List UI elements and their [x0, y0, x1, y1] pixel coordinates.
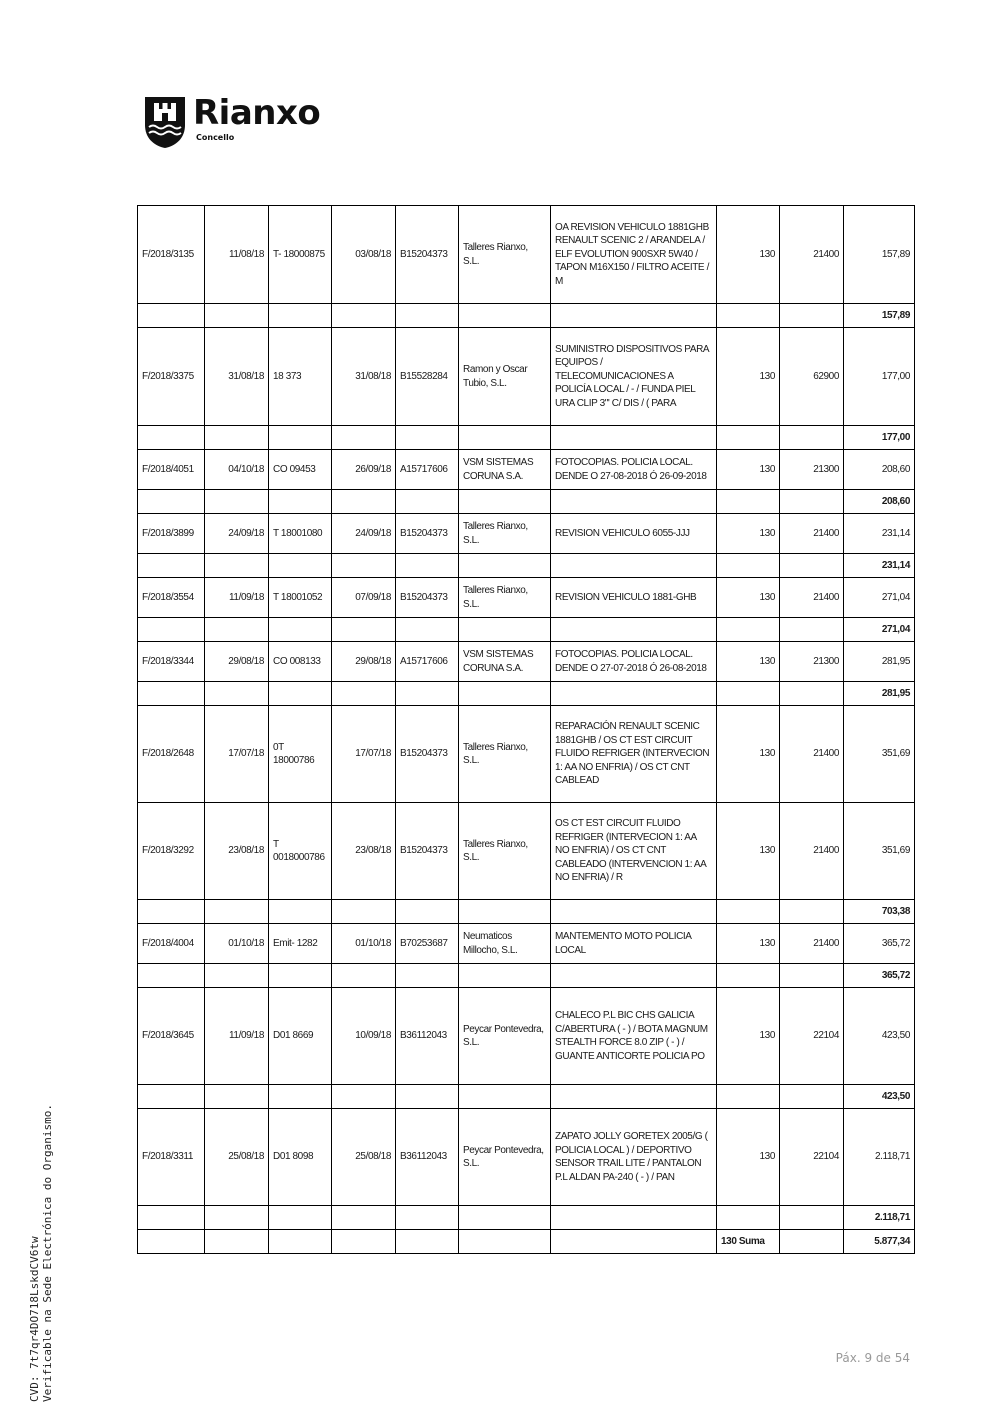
cell-fecha2: 24/09/18 [332, 514, 396, 554]
empty-cell [551, 682, 717, 706]
cell-importe: 423,50 [844, 988, 915, 1085]
empty-cell [551, 304, 717, 328]
subtotal-amount: 208,60 [844, 490, 915, 514]
empty-cell [205, 554, 269, 578]
empty-cell [780, 426, 844, 450]
empty-cell [459, 1230, 551, 1254]
verification-code: CVD: 7t7qr4DO718LskdCV6tw [28, 1236, 41, 1402]
cell-concepto: FOTOCOPIAS. POLICIA LOCAL. DENDE O 27-07-2018 Ó 26-08-2018 [551, 642, 717, 682]
cell-eco: 21300 [780, 642, 844, 682]
subtotal-amount: 2.118,71 [844, 1206, 915, 1230]
subtotal-row [138, 1206, 915, 1230]
cell-fecha: 25/08/18 [205, 1109, 269, 1206]
empty-cell [269, 618, 332, 642]
empty-cell [138, 554, 205, 578]
cell-concepto: REVISION VEHICULO 1881-GHB [551, 578, 717, 618]
cell-org: 130 [717, 206, 780, 304]
cell-fecha2: 31/08/18 [332, 328, 396, 426]
empty-cell [459, 304, 551, 328]
logo-subtitle: Concello [196, 133, 235, 142]
empty-cell [551, 554, 717, 578]
subtotal-row [138, 304, 915, 328]
empty-cell [780, 490, 844, 514]
cell-nif: B15204373 [396, 206, 459, 304]
empty-cell [396, 964, 459, 988]
cell-importe: 231,14 [844, 514, 915, 554]
cell-fecha2: 10/09/18 [332, 988, 396, 1085]
cell-proveedor: Ramon y Oscar Tubio, S.L. [459, 328, 551, 426]
empty-cell [780, 1206, 844, 1230]
total-row [138, 1230, 915, 1254]
cell-eco: 62900 [780, 328, 844, 426]
cell-importe: 208,60 [844, 450, 915, 490]
cell-num: T 18001080 [269, 514, 332, 554]
cell-num: CO 09453 [269, 450, 332, 490]
table-row [138, 803, 915, 900]
cell-eco: 21400 [780, 578, 844, 618]
cell-fecha: 11/09/18 [205, 988, 269, 1085]
cell-eco: 22104 [780, 1109, 844, 1206]
empty-cell [138, 900, 205, 924]
cell-fecha: 31/08/18 [205, 328, 269, 426]
empty-cell [269, 554, 332, 578]
subtotal-amount: 365,72 [844, 964, 915, 988]
empty-cell [551, 900, 717, 924]
empty-cell [332, 618, 396, 642]
cell-proveedor: VSM SISTEMAS CORUNA S.A. [459, 642, 551, 682]
cell-eco: 21400 [780, 514, 844, 554]
cell-num: Emit- 1282 [269, 924, 332, 964]
cell-proveedor: Peycar Pontevedra, S.L. [459, 1109, 551, 1206]
cell-factura: F/2018/3344 [138, 642, 205, 682]
subtotal-row [138, 964, 915, 988]
cell-importe: 271,04 [844, 578, 915, 618]
empty-cell [205, 964, 269, 988]
cell-nif: B15204373 [396, 578, 459, 618]
empty-cell [780, 304, 844, 328]
total-amount: 5.877,34 [844, 1230, 915, 1254]
table-row [138, 450, 915, 490]
empty-cell [551, 1230, 717, 1254]
empty-cell [459, 618, 551, 642]
subtotal-amount: 157,89 [844, 304, 915, 328]
cell-concepto: OA REVISION VEHICULO 1881GHB RENAULT SCENIC 2 / ARANDELA / ELF EVOLUTION 900SXR 5W40 / TAPON M16X150 / FILTRO ACEITE / M [551, 206, 717, 304]
empty-cell [138, 964, 205, 988]
cell-org: 130 [717, 450, 780, 490]
verification-text [28, 1104, 54, 1402]
empty-cell [459, 682, 551, 706]
cell-eco: 21400 [780, 706, 844, 803]
cell-org: 130 [717, 988, 780, 1085]
empty-cell [717, 964, 780, 988]
cell-fecha: 17/07/18 [205, 706, 269, 803]
empty-cell [269, 682, 332, 706]
cell-org: 130 [717, 514, 780, 554]
cell-num: T- 18000875 [269, 206, 332, 304]
empty-cell [459, 1206, 551, 1230]
empty-cell [717, 618, 780, 642]
empty-cell [138, 1085, 205, 1109]
subtotal-row [138, 1085, 915, 1109]
cell-factura: F/2018/3311 [138, 1109, 205, 1206]
cell-eco: 22104 [780, 988, 844, 1085]
empty-cell [717, 304, 780, 328]
empty-cell [332, 554, 396, 578]
empty-cell [269, 426, 332, 450]
cell-fecha2: 23/08/18 [332, 803, 396, 900]
cell-fecha2: 01/10/18 [332, 924, 396, 964]
cell-importe: 281,95 [844, 642, 915, 682]
cell-num: T 18001052 [269, 578, 332, 618]
empty-cell [269, 1230, 332, 1254]
cell-fecha: 23/08/18 [205, 803, 269, 900]
empty-cell [332, 304, 396, 328]
table-row [138, 988, 915, 1085]
empty-cell [396, 1085, 459, 1109]
empty-cell [205, 1085, 269, 1109]
empty-cell [459, 554, 551, 578]
page-number: Páx. 9 de 54 [835, 1351, 910, 1365]
empty-cell [332, 682, 396, 706]
rianxo-logo [143, 95, 343, 151]
cell-factura: F/2018/3375 [138, 328, 205, 426]
cell-org: 130 [717, 803, 780, 900]
empty-cell [138, 682, 205, 706]
cell-org: 130 [717, 642, 780, 682]
cell-fecha2: 07/09/18 [332, 578, 396, 618]
empty-cell [780, 682, 844, 706]
cell-concepto: MANTEMENTO MOTO POLICIA LOCAL [551, 924, 717, 964]
cell-factura: F/2018/3645 [138, 988, 205, 1085]
cell-fecha2: 26/09/18 [332, 450, 396, 490]
empty-cell [332, 1085, 396, 1109]
empty-cell [269, 304, 332, 328]
empty-cell [780, 554, 844, 578]
cell-nif: B70253687 [396, 924, 459, 964]
cell-num: D01 8098 [269, 1109, 332, 1206]
empty-cell [269, 964, 332, 988]
cell-factura: F/2018/2648 [138, 706, 205, 803]
cell-nif: B15204373 [396, 706, 459, 803]
cell-concepto: CHALECO P.L BIC CHS GALICIA C/ABERTURA ( - ) / BOTA MAGNUM STEALTH FORCE 8.0 ZIP ( - ) / GUANTE ANTICORTE POLICIA PO [551, 988, 717, 1085]
empty-cell [332, 1206, 396, 1230]
subtotal-amount: 177,00 [844, 426, 915, 450]
subtotal-row [138, 554, 915, 578]
cell-fecha: 01/10/18 [205, 924, 269, 964]
empty-cell [332, 426, 396, 450]
cell-proveedor: Talleres Rianxo, S.L. [459, 803, 551, 900]
cell-num: D01 8669 [269, 988, 332, 1085]
table-row [138, 578, 915, 618]
empty-cell [205, 1206, 269, 1230]
cell-concepto: SUMINISTRO DISPOSITIVOS PARA EQUIPOS / TELECOMUNICACIONES A POLICÍA LOCAL / - / FUNDA PIEL URA CLIP 3"' C/ DIS / ( PARA [551, 328, 717, 426]
cell-importe: 351,69 [844, 803, 915, 900]
empty-cell [396, 682, 459, 706]
cell-factura: F/2018/3292 [138, 803, 205, 900]
cell-importe: 351,69 [844, 706, 915, 803]
cell-factura: F/2018/3135 [138, 206, 205, 304]
empty-cell [780, 964, 844, 988]
empty-cell [396, 900, 459, 924]
cell-importe: 157,89 [844, 206, 915, 304]
empty-cell [717, 426, 780, 450]
cell-eco: 21400 [780, 206, 844, 304]
invoice-table [137, 205, 915, 1254]
empty-cell [269, 1085, 332, 1109]
cell-eco: 21400 [780, 803, 844, 900]
empty-cell [780, 1085, 844, 1109]
subtotal-amount: 281,95 [844, 682, 915, 706]
empty-cell [269, 1206, 332, 1230]
empty-cell [459, 964, 551, 988]
empty-cell [717, 1085, 780, 1109]
empty-cell [205, 1230, 269, 1254]
empty-cell [459, 426, 551, 450]
cell-importe: 177,00 [844, 328, 915, 426]
cell-fecha: 24/09/18 [205, 514, 269, 554]
empty-cell [459, 900, 551, 924]
subtotal-row [138, 900, 915, 924]
cell-org: 130 [717, 706, 780, 803]
cell-concepto: OS CT EST CIRCUIT FLUIDO REFRIGER (INTERVECION 1: AA NO ENFRIA) / OS CT CNT CABLEADO (INTERVENCION 1: AA NO ENFRIA) / R [551, 803, 717, 900]
cell-concepto: REVISION VEHICULO 6055-JJJ [551, 514, 717, 554]
cell-fecha: 11/08/18 [205, 206, 269, 304]
empty-cell [717, 554, 780, 578]
empty-cell [269, 900, 332, 924]
table-row [138, 706, 915, 803]
cell-eco: 21400 [780, 924, 844, 964]
empty-cell [780, 618, 844, 642]
empty-cell [551, 964, 717, 988]
table-row [138, 514, 915, 554]
cell-num: 18 373 [269, 328, 332, 426]
empty-cell [138, 304, 205, 328]
cell-nif: A15717606 [396, 450, 459, 490]
cell-nif: B15204373 [396, 514, 459, 554]
empty-cell [138, 426, 205, 450]
empty-cell [332, 964, 396, 988]
empty-cell [205, 426, 269, 450]
empty-cell [332, 900, 396, 924]
cell-nif: A15717606 [396, 642, 459, 682]
empty-cell [205, 682, 269, 706]
cell-proveedor: Talleres Rianxo, S.L. [459, 514, 551, 554]
empty-cell [396, 1230, 459, 1254]
cell-fecha2: 03/08/18 [332, 206, 396, 304]
subtotal-row [138, 426, 915, 450]
table-row [138, 1109, 915, 1206]
table-row [138, 206, 915, 304]
cell-fecha2: 29/08/18 [332, 642, 396, 682]
cell-proveedor: Neumaticos Millocho, S.L. [459, 924, 551, 964]
cell-fecha: 04/10/18 [205, 450, 269, 490]
subtotal-row [138, 682, 915, 706]
cell-nif: B15204373 [396, 803, 459, 900]
empty-cell [717, 682, 780, 706]
cell-fecha: 11/09/18 [205, 578, 269, 618]
cell-nif: B15528284 [396, 328, 459, 426]
cell-importe: 365,72 [844, 924, 915, 964]
empty-cell [459, 1085, 551, 1109]
empty-cell [551, 490, 717, 514]
empty-cell [396, 304, 459, 328]
table-row [138, 924, 915, 964]
logo-name: Rianxo [193, 93, 321, 133]
empty-cell [396, 1206, 459, 1230]
cell-org: 130 [717, 328, 780, 426]
empty-cell [717, 490, 780, 514]
empty-cell [205, 900, 269, 924]
empty-cell [551, 426, 717, 450]
cell-nif: B36112043 [396, 1109, 459, 1206]
cell-factura: F/2018/3899 [138, 514, 205, 554]
cell-proveedor: Talleres Rianxo, S.L. [459, 578, 551, 618]
empty-cell [205, 618, 269, 642]
cell-fecha: 29/08/18 [205, 642, 269, 682]
empty-cell [780, 1230, 844, 1254]
cell-factura: F/2018/4004 [138, 924, 205, 964]
cell-org: 130 [717, 578, 780, 618]
empty-cell [138, 1206, 205, 1230]
empty-cell [138, 490, 205, 514]
subtotal-amount: 231,14 [844, 554, 915, 578]
cell-concepto: REPARACIÓN RENAULT SCENIC 1881GHB / OS CT EST CIRCUIT FLUIDO REFRIGER (INTERVECION 1: AA NO ENFRIA) / OS CT CNT CABLEAD [551, 706, 717, 803]
subtotal-amount: 271,04 [844, 618, 915, 642]
cell-num: T 0018000786 [269, 803, 332, 900]
castle-shield-icon [143, 95, 187, 149]
cell-num: CO 008133 [269, 642, 332, 682]
empty-cell [332, 490, 396, 514]
cell-concepto: FOTOCOPIAS. POLICIA LOCAL. DENDE O 27-08-2018 Ó 26-09-2018 [551, 450, 717, 490]
verification-note: Verificable na Sede Electrónica do Organismo. [41, 1103, 54, 1402]
empty-cell [717, 900, 780, 924]
cell-num: 0T 18000786 [269, 706, 332, 803]
table-row [138, 642, 915, 682]
empty-cell [332, 1230, 396, 1254]
cell-fecha2: 25/08/18 [332, 1109, 396, 1206]
empty-cell [396, 554, 459, 578]
empty-cell [551, 618, 717, 642]
cell-org: 130 [717, 924, 780, 964]
subtotal-amount: 703,38 [844, 900, 915, 924]
cell-proveedor: VSM SISTEMAS CORUNA S.A. [459, 450, 551, 490]
subtotal-row [138, 618, 915, 642]
cell-proveedor: Peycar Pontevedra, S.L. [459, 988, 551, 1085]
empty-cell [138, 1230, 205, 1254]
table-row [138, 328, 915, 426]
cell-org: 130 [717, 1109, 780, 1206]
empty-cell [205, 304, 269, 328]
empty-cell [551, 1085, 717, 1109]
empty-cell [396, 490, 459, 514]
subtotal-amount: 423,50 [844, 1085, 915, 1109]
cell-fecha2: 17/07/18 [332, 706, 396, 803]
cell-eco: 21300 [780, 450, 844, 490]
empty-cell [396, 426, 459, 450]
empty-cell [717, 1206, 780, 1230]
total-label: 130 Suma [717, 1230, 780, 1254]
empty-cell [269, 490, 332, 514]
cell-proveedor: Talleres Rianxo, S.L. [459, 206, 551, 304]
empty-cell [396, 618, 459, 642]
subtotal-row [138, 490, 915, 514]
empty-cell [551, 1206, 717, 1230]
empty-cell [205, 490, 269, 514]
cell-importe: 2.118,71 [844, 1109, 915, 1206]
cell-factura: F/2018/4051 [138, 450, 205, 490]
cell-nif: B36112043 [396, 988, 459, 1085]
empty-cell [138, 618, 205, 642]
empty-cell [780, 900, 844, 924]
cell-factura: F/2018/3554 [138, 578, 205, 618]
empty-cell [459, 490, 551, 514]
cell-proveedor: Talleres Rianxo, S.L. [459, 706, 551, 803]
cell-concepto: ZAPATO JOLLY GORETEX 2005/G ( POLICIA LOCAL ) / DEPORTIVO SENSOR TRAIL LITE / PANTALON P.L ALDAN PA-240 ( - ) / PAN [551, 1109, 717, 1206]
